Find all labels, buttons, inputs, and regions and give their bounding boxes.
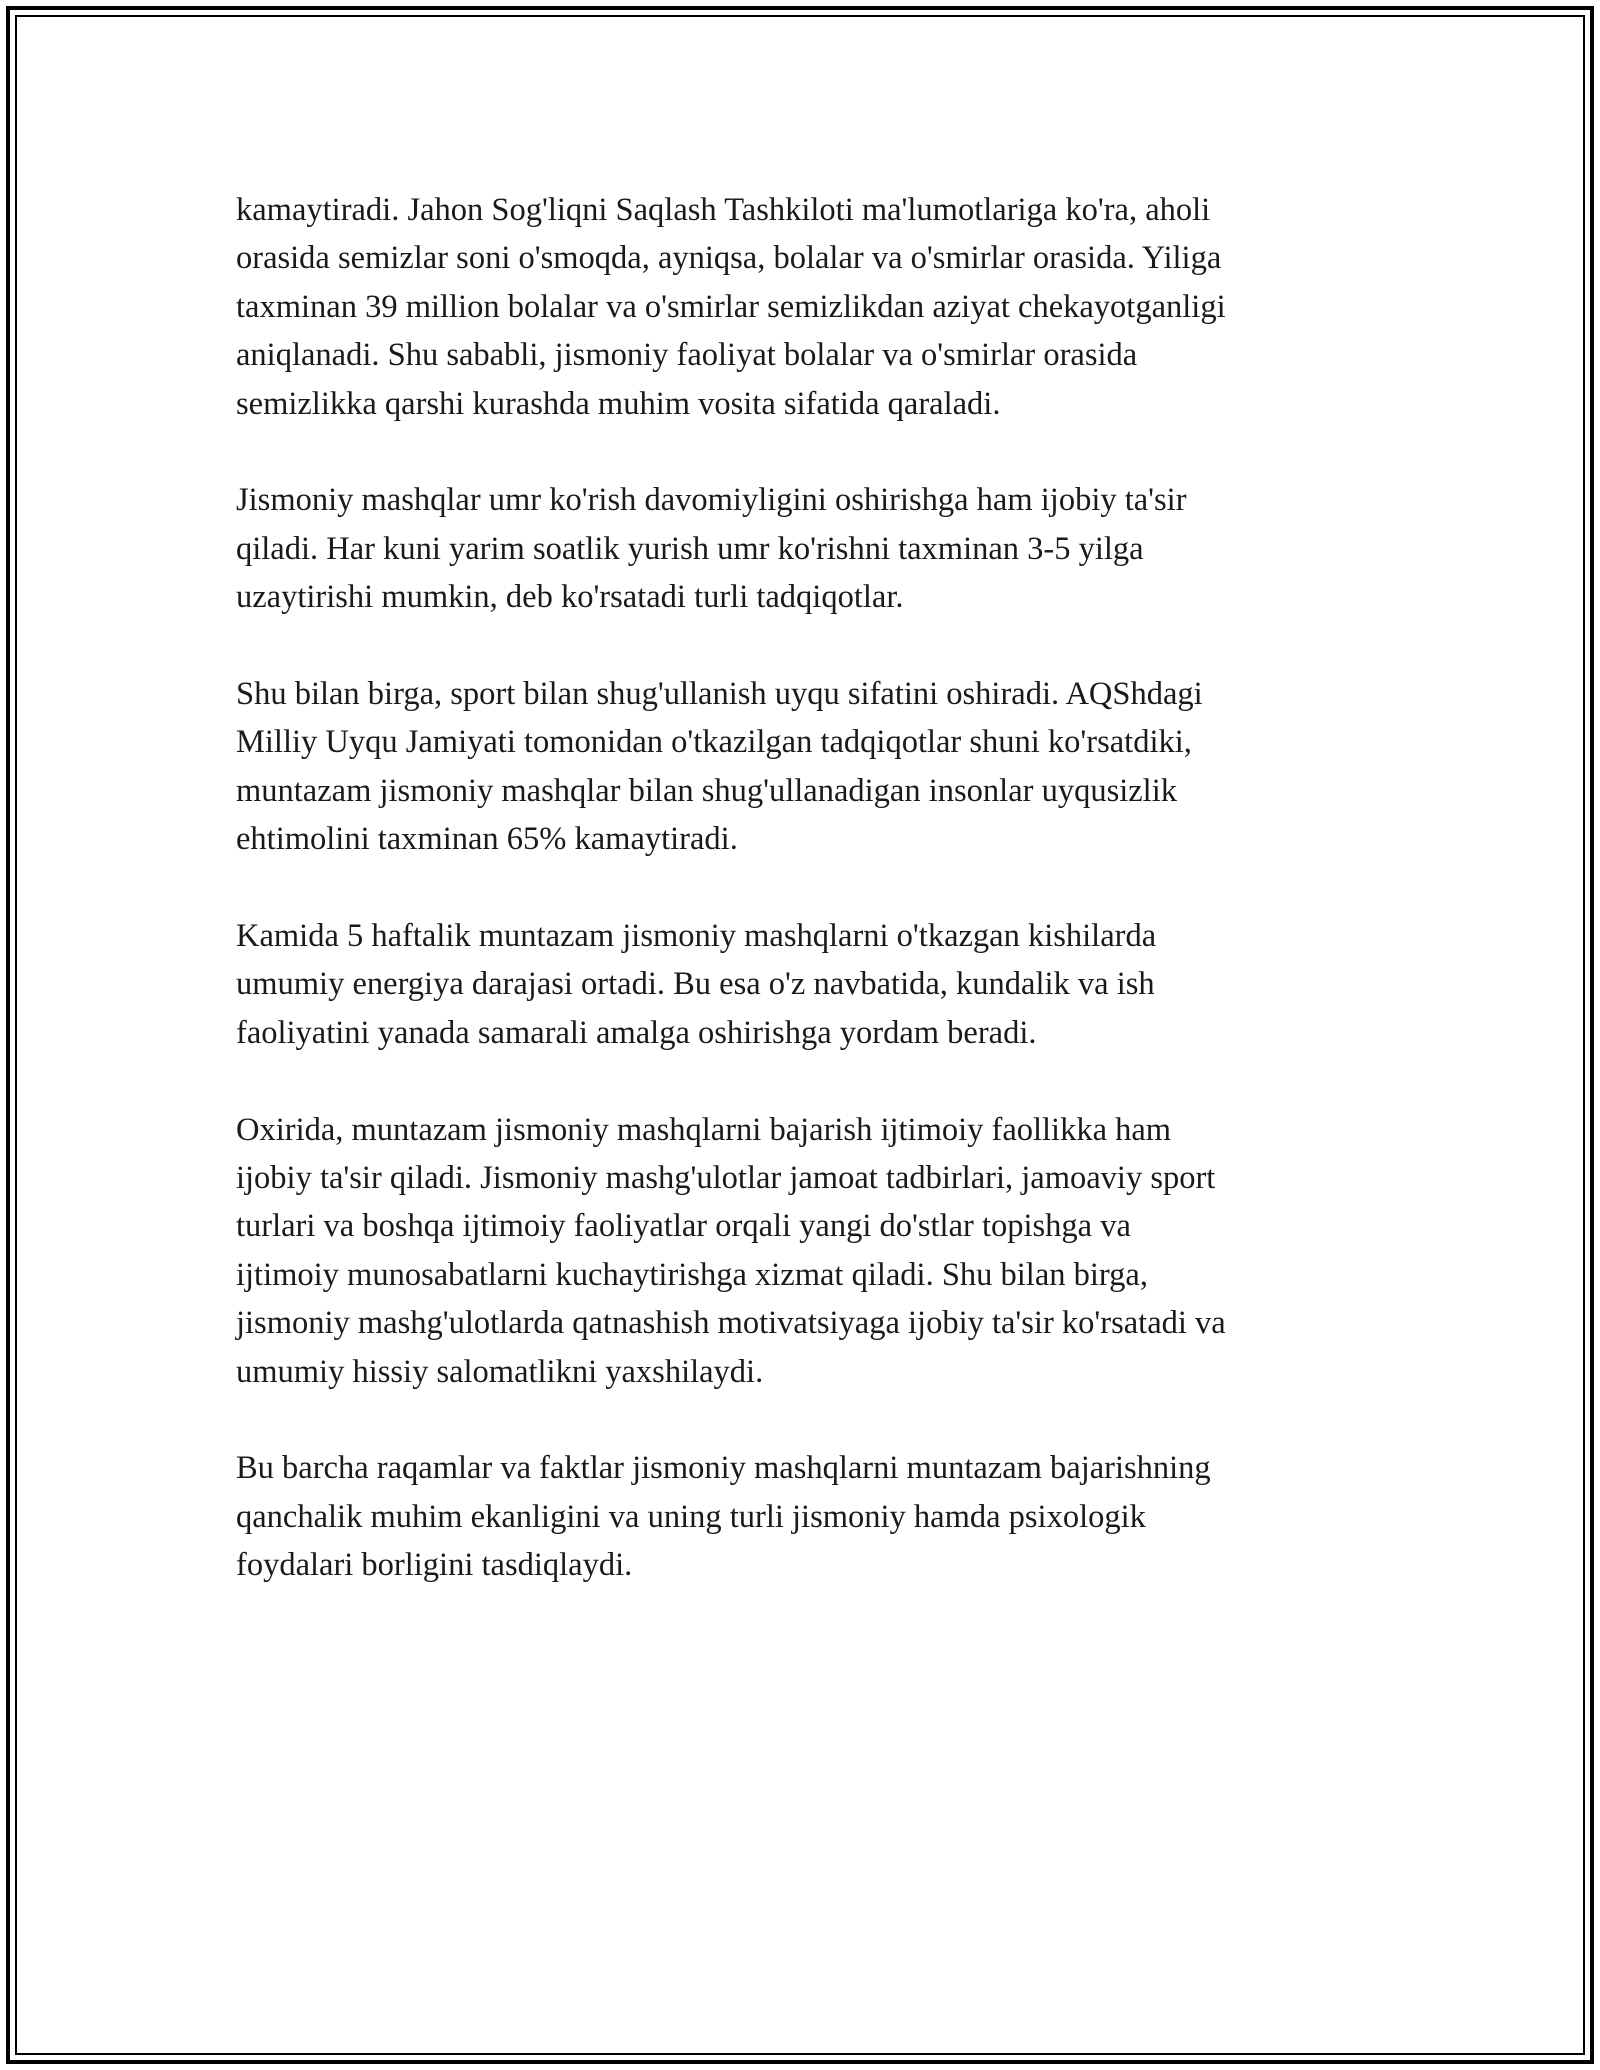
paragraph: Kamida 5 haftalik muntazam jismoniy mashqlarni o'tkazgan kishilarda umumiy energiya darajasi ortadi. Bu esa o'z navbatida, kundalik va ish faoliyatini yanada samarali amalga oshirishga yordam beradi.: [236, 918, 1157, 1051]
paragraph: Jismoniy mashqlar umr ko'rish davomiyligini oshirishga ham ijobiy ta'sir qiladi. Har kuni yarim soatlik yurish umr ko'rishni taxminan 3-5 yilga uzaytirishi mumkin, deb ko'rsatadi turli tadqiqotlar.: [236, 482, 1187, 616]
paragraph: Oxirida, muntazam jismoniy mashqlarni bajarish ijtimoiy faollikka ham ijobiy ta'sir qiladi. Jismoniy mashg'ulotlar jamoat tadbirlari, jamoaviy sport turlari va boshqa ijtimoiy faoliyatlar orqali yangi do'stlar topishga va ijtimoiy munosabatlarni kuchaytirishga xizmat qiladi. Shu bilan birga, jismoniy mashg'ulotlarda qatnashish motivatsiyaga ijobiy ta'sir ko'rsatadi va umumiy hissiy salomatlikni yaxshilaydi.: [236, 1111, 1226, 1390]
paragraph: Bu barcha raqamlar va faktlar jismoniy mashqlarni muntazam bajarishning qanchalik muhim ekanligini va uning turli jismoniy hamda psixologik foydalari borligini tasdiqlaydi.: [236, 1450, 1211, 1584]
paragraph: Shu bilan birga, sport bilan shug'ullanish uyqu sifatini oshiradi. AQShdagi Milliy Uyqu Jamiyati tomonidan o'tkazilgan tadqiqotlar shuni ko'rsatdiki, muntazam jismoniy mashqlar bilan shug'ullanadigan insonlar uyqusizlik ehtimolini taxminan 65% kamaytiradi.: [236, 676, 1203, 858]
paragraph: kamaytiradi. Jahon Sog'liqni Saqlash Tashkiloti ma'lumotlariga ko'ra, aholi orasida semizlar soni o'smoqda, ayniqsa, bolalar va o'smirlar orasida. Yiliga taxminan 39 million bolalar va o'smirlar semizlikdan aziyat chekayotganligi aniqlanadi. Shu sababli, jismoniy faoliyat bolalar va o'smirlar orasida semizlikka qarshi kurashda muhim vosita sifatida qaraladi.: [236, 192, 1226, 422]
document-body: [236, 186, 1366, 1638]
